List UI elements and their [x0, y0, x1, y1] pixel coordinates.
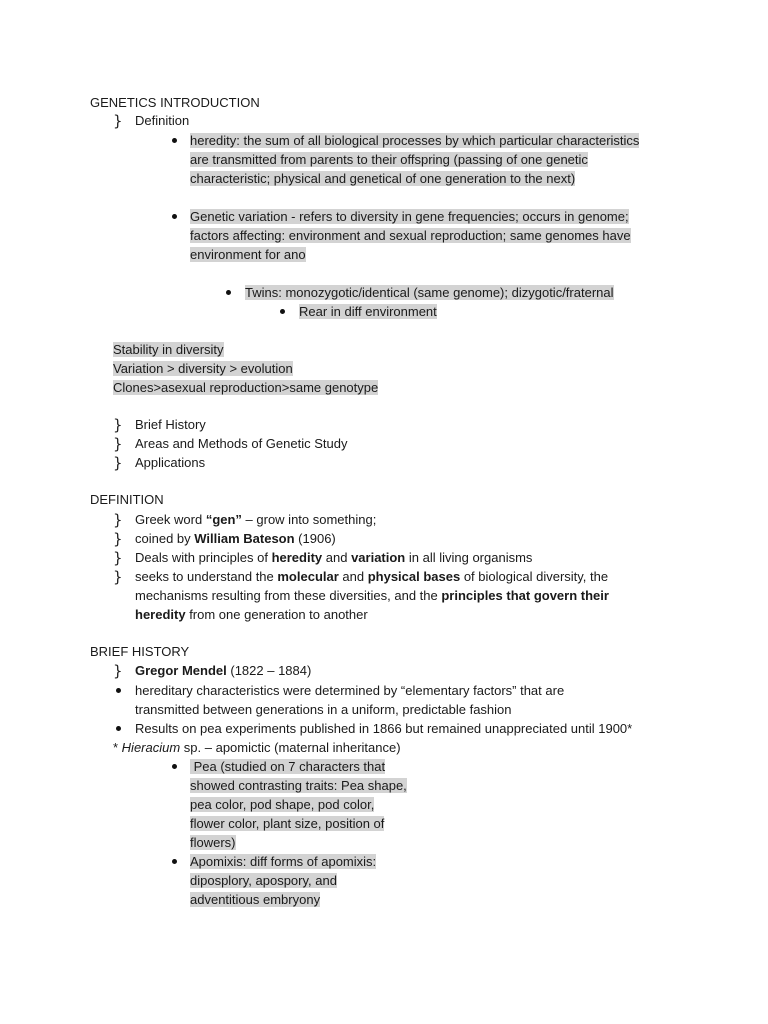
history-bullet-line: transmitted between generations in a uniform, predictable fashion — [135, 702, 512, 717]
pea-line: pea color, pod shape, pod color, — [190, 797, 375, 812]
mendel-line: Gregor Mendel (1822 – 1884) — [135, 663, 312, 678]
brace-bullet-icon: } — [113, 530, 123, 548]
apomixis-line: Apomixis: diff forms of apomixis: — [190, 854, 377, 869]
brace-bullet-icon: } — [113, 112, 123, 130]
definition-heading: DEFINITION — [90, 492, 164, 507]
brace-bullet-icon: } — [113, 511, 123, 529]
bullet-icon — [172, 138, 177, 143]
bullet-icon — [280, 309, 285, 314]
doc-title: GENETICS INTRODUCTION — [90, 95, 260, 110]
stability-line: Clones>asexual reproduction>same genotype — [113, 380, 379, 395]
definition-line-5: mechanisms resulting from these diversities, and the principles that govern their — [135, 588, 609, 603]
apomixis-line: diposplory, apospory, and — [190, 873, 337, 888]
pea-line: showed contrasting traits: Pea shape, — [190, 778, 407, 793]
brace-bullet-icon: } — [113, 416, 123, 434]
history-heading: BRIEF HISTORY — [90, 644, 190, 659]
stability-line: Stability in diversity — [113, 342, 224, 357]
pea-line: flower color, plant size, position of — [190, 816, 385, 831]
bullet-icon — [172, 214, 177, 219]
twins-line: Twins: monozygotic/identical (same genome); dizygotic/fraternal — [245, 285, 614, 300]
hieracium-note: * Hieracium sp. – apomictic (maternal inheritance) — [113, 740, 401, 755]
bullet-icon — [172, 859, 177, 864]
bullet-icon — [226, 290, 231, 295]
heredity-line: heredity: the sum of all biological processes by which particular characteristics — [190, 133, 640, 148]
pea-line: Pea (studied on 7 characters that — [190, 759, 386, 774]
brace-bullet-icon: } — [113, 435, 123, 453]
rear-line: Rear in diff environment — [299, 304, 437, 319]
history-bullet-line: Results on pea experiments published in 1866 but remained unappreciated until 1900* — [135, 721, 633, 736]
outline-item: Brief History — [135, 417, 206, 432]
definition-line-2: coined by William Bateson (1906) — [135, 531, 336, 546]
pea-line: flowers) — [190, 835, 236, 850]
variation-line: environment for ano — [190, 247, 306, 262]
variation-line: Genetic variation - refers to diversity in gene frequencies; occurs in genome; — [190, 209, 629, 224]
brace-bullet-icon: } — [113, 662, 123, 680]
history-bullet-line: hereditary characteristics were determined by “elementary factors” that are — [135, 683, 565, 698]
heredity-line: are transmitted from parents to their offspring (passing of one genetic — [190, 152, 588, 167]
brace-bullet-icon: } — [113, 568, 123, 586]
definition-line-4: seeks to understand the molecular and physical bases of biological diversity, the — [135, 569, 609, 584]
apomixis-line: adventitious embryony — [190, 892, 321, 907]
variation-line: factors affecting: environment and sexual reproduction; same genomes have — [190, 228, 631, 243]
definition-line-1: Greek word “gen” – grow into something; — [135, 512, 377, 527]
stability-line: Variation > diversity > evolution — [113, 361, 293, 376]
bullet-icon — [116, 726, 121, 731]
heredity-line: characteristic; physical and genetical of one generation to the next) — [190, 171, 576, 186]
definition-line-3: Deals with principles of heredity and variation in all living organisms — [135, 550, 533, 565]
bullet-icon — [172, 764, 177, 769]
brace-bullet-icon: } — [113, 549, 123, 567]
outline-definition: Definition — [135, 113, 190, 128]
brace-bullet-icon: } — [113, 454, 123, 472]
definition-line-6: heredity from one generation to another — [135, 607, 368, 622]
outline-item: Applications — [135, 455, 206, 470]
bullet-icon — [116, 688, 121, 693]
outline-item: Areas and Methods of Genetic Study — [135, 436, 348, 451]
